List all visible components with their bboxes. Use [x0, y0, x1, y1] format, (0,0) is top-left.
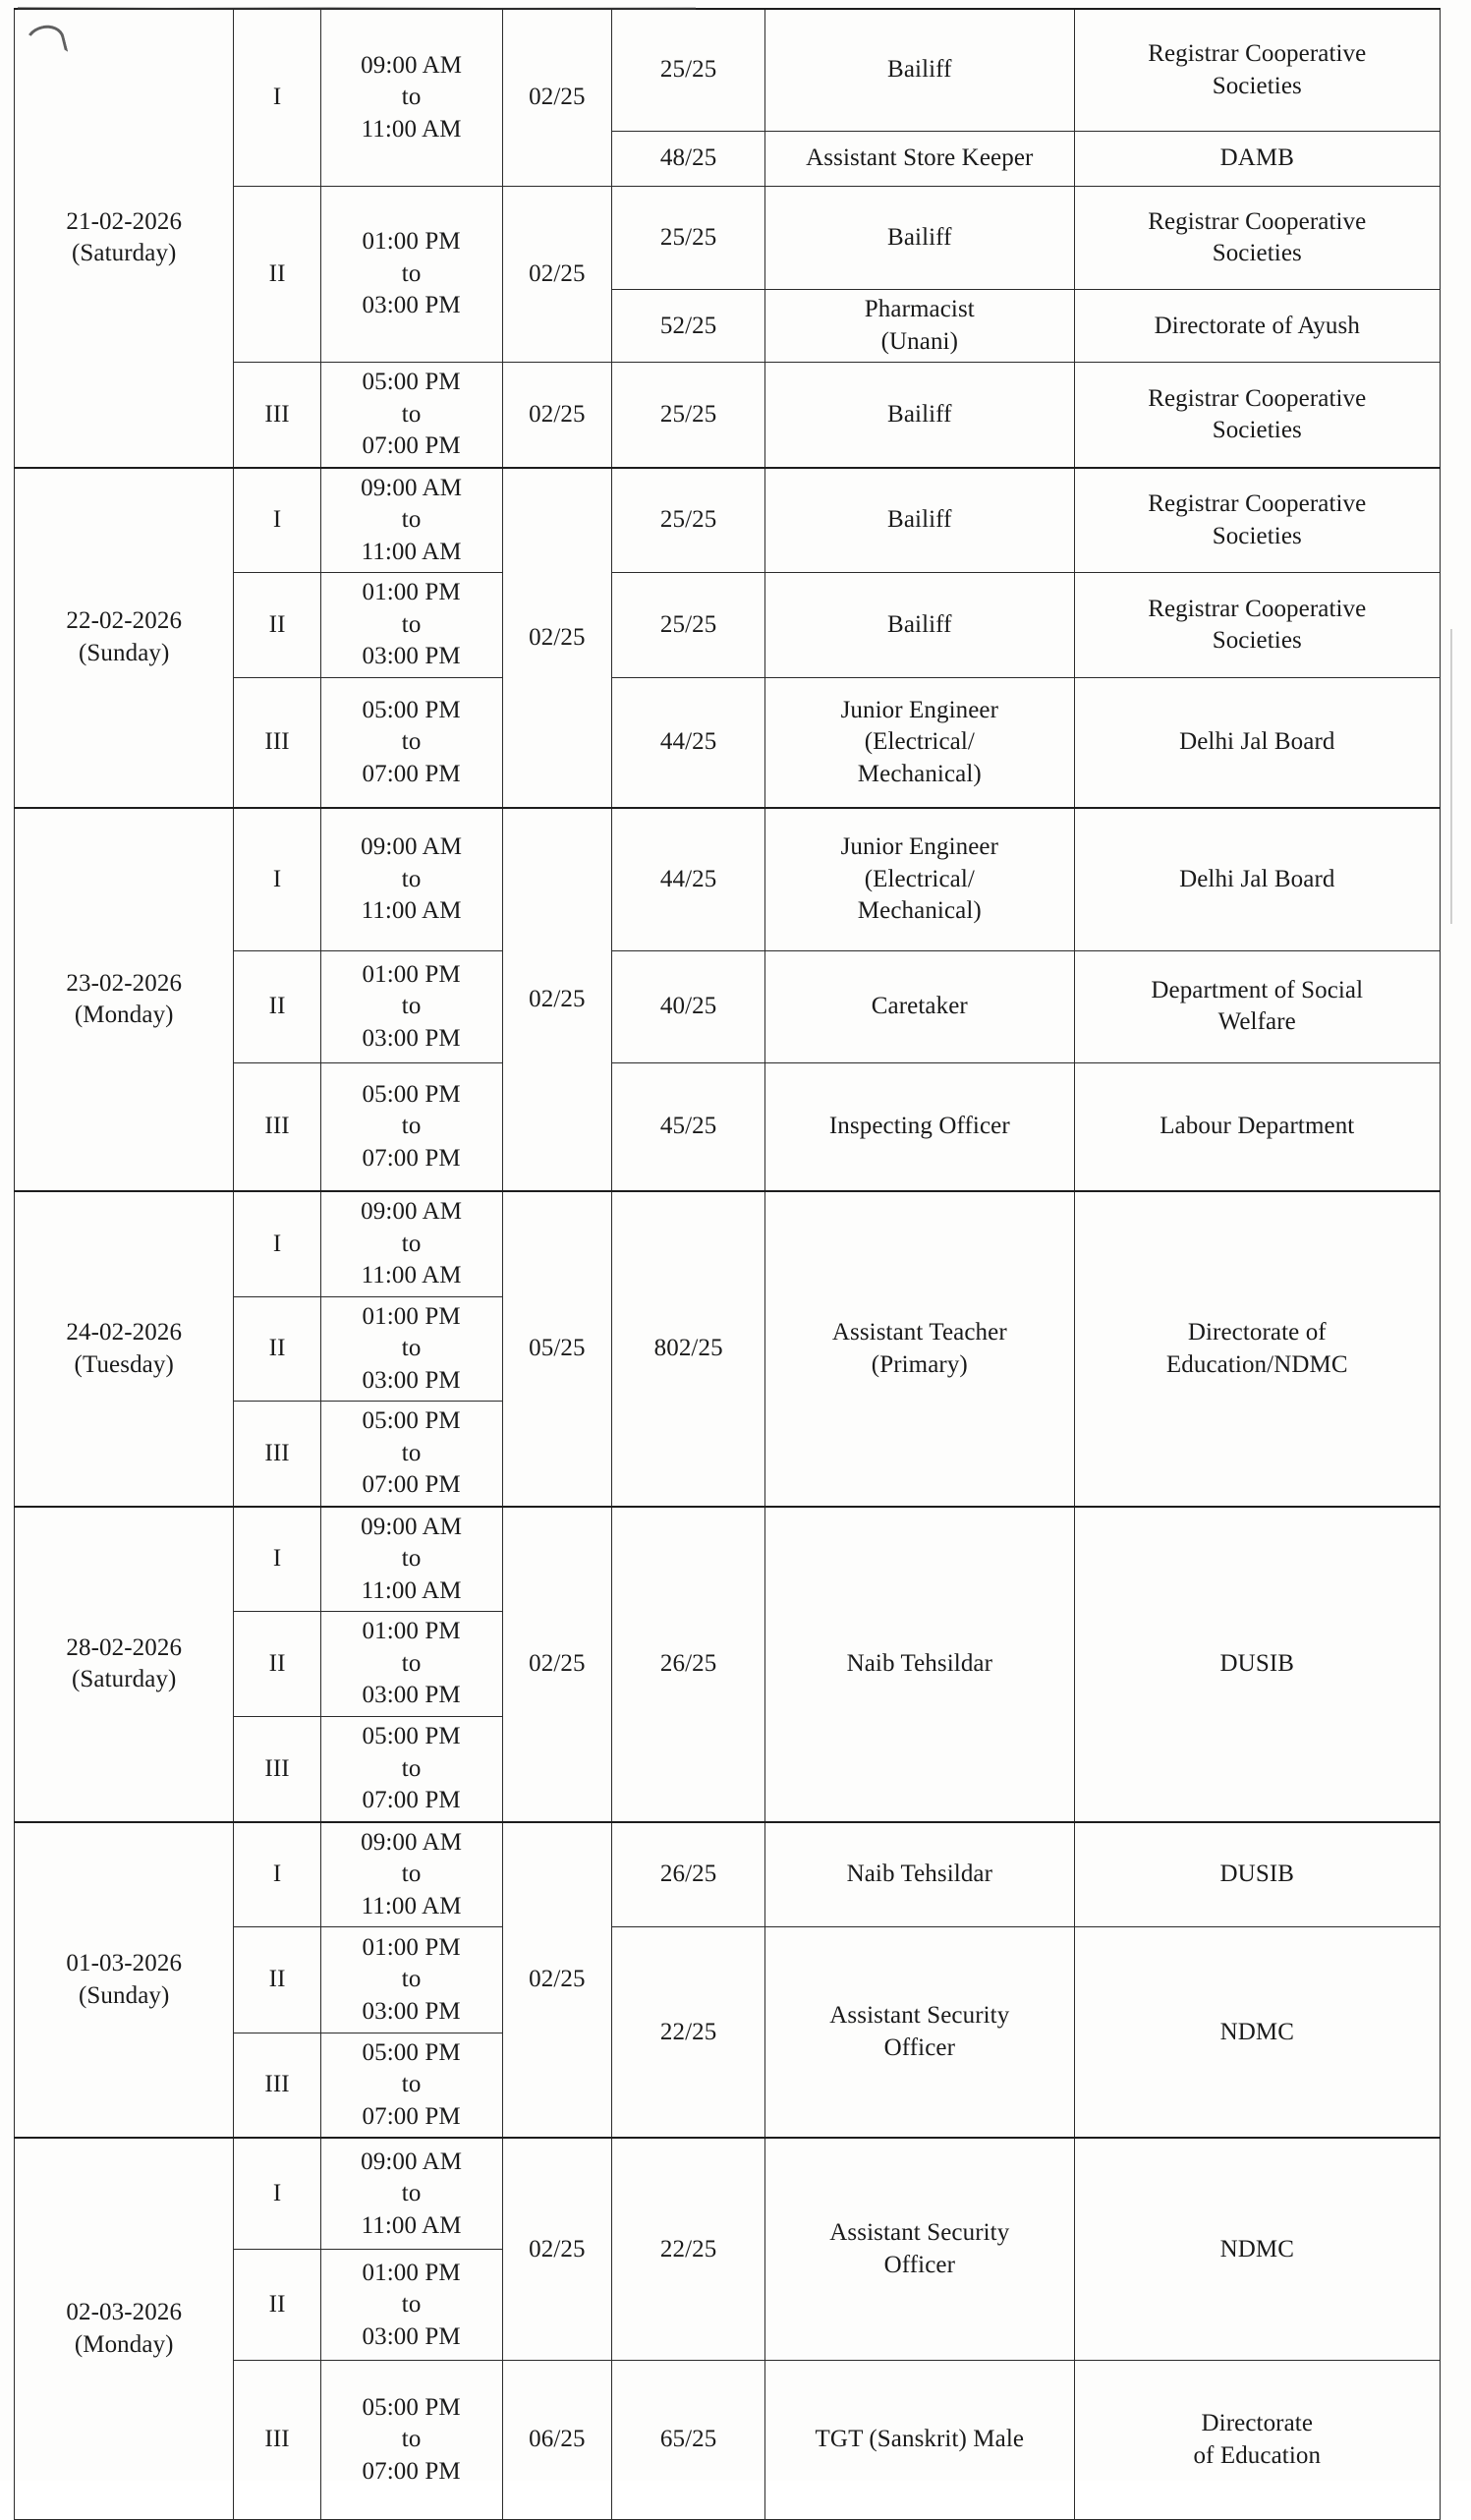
table-row: [15, 1822, 1441, 1927]
time-end: 07:00 PM: [362, 1144, 461, 1172]
post-name-cell: Bailiff: [765, 9, 1074, 132]
date-text: 02-03-2026: [66, 2299, 183, 2326]
post-code-cell: 48/25: [612, 132, 765, 187]
post-code-cell: 40/25: [612, 951, 765, 1062]
day-text: (Monday): [74, 2330, 174, 2358]
time-end: 11:00 AM: [361, 115, 462, 143]
post-code-cell: 45/25: [612, 1062, 765, 1191]
schedule-body: [15, 9, 1441, 2519]
post-code-cell: 25/25: [612, 363, 765, 468]
time-start: 05:00 PM: [362, 1407, 461, 1435]
time-end: 11:00 AM: [361, 1262, 462, 1289]
session-cell: III: [234, 363, 320, 468]
session-cell: III: [234, 1716, 320, 1821]
time-start: 09:00 AM: [361, 2148, 463, 2175]
post-name-cell: Inspecting Officer: [765, 1062, 1074, 1191]
post-code-cell: 22/25: [612, 2138, 765, 2360]
department-cell: NDMC: [1074, 1927, 1440, 2138]
advt-cell: 02/25: [502, 363, 612, 468]
session-cell: II: [234, 573, 320, 678]
department-cell: [1074, 1191, 1440, 1507]
dept-line: Registrar Cooperative: [1148, 384, 1367, 412]
time-end: 03:00 PM: [362, 1682, 461, 1709]
post-line: Junior Engineer: [840, 696, 999, 723]
dept-line: of Education: [1193, 2441, 1322, 2469]
post-line: Assistant Security: [829, 2219, 1010, 2247]
time-end: 07:00 PM: [362, 760, 461, 787]
post-line: (Electrical/: [864, 865, 975, 892]
time-cell: [320, 573, 502, 678]
department-cell: [1074, 951, 1440, 1062]
department-cell: [1074, 573, 1440, 678]
time-sep: to: [401, 728, 422, 756]
post-name-cell: Naib Tehsildar: [765, 1507, 1074, 1822]
session-cell: II: [234, 1612, 320, 1717]
session-cell: II: [234, 1296, 320, 1402]
time-end: 03:00 PM: [362, 643, 461, 670]
time-end: 07:00 PM: [362, 1471, 461, 1499]
time-cell: [320, 677, 502, 807]
date-text: 22-02-2026: [66, 607, 183, 635]
table-row: [15, 808, 1441, 951]
post-name-cell: [765, 1927, 1074, 2138]
post-name-cell: Bailiff: [765, 363, 1074, 468]
day-text: (Tuesday): [74, 1350, 174, 1378]
post-line: Junior Engineer: [840, 833, 999, 861]
time-start: 01:00 PM: [362, 1933, 461, 1961]
time-end: 03:00 PM: [362, 1366, 461, 1394]
session-cell: I: [234, 1507, 320, 1612]
time-sep: to: [401, 1335, 422, 1362]
time-end: 11:00 AM: [361, 538, 462, 565]
time-sep: to: [401, 1545, 422, 1573]
time-sep: to: [401, 1861, 422, 1888]
post-code-cell: 52/25: [612, 290, 765, 363]
date-cell: [15, 2138, 234, 2519]
time-sep: to: [401, 993, 422, 1020]
exam-schedule-table: [14, 8, 1441, 2520]
post-line: Mechanical): [857, 760, 982, 787]
day-text: (Sunday): [78, 1981, 170, 2009]
department-cell: Delhi Jal Board: [1074, 677, 1440, 807]
time-start: 01:00 PM: [362, 1302, 461, 1330]
post-name-cell: [765, 677, 1074, 807]
post-line: Assistant Teacher: [831, 1319, 1007, 1346]
post-line: Pharmacist: [864, 296, 975, 323]
time-cell: [320, 2138, 502, 2249]
session-cell: II: [234, 1927, 320, 2033]
post-name-cell: [765, 808, 1074, 951]
schedule-sheet: [14, 8, 1441, 2520]
session-cell: III: [234, 2033, 320, 2138]
date-cell: [15, 808, 234, 1192]
time-sep: to: [401, 610, 422, 638]
dept-line: Societies: [1212, 522, 1302, 549]
time-sep: to: [401, 400, 422, 428]
time-sep: to: [401, 1649, 422, 1677]
dept-line: Registrar Cooperative: [1148, 490, 1367, 518]
time-start: 09:00 AM: [361, 474, 463, 501]
session-cell: I: [234, 1822, 320, 1927]
post-line: (Electrical/: [864, 728, 975, 756]
post-name-cell: TGT (Sanskrit) Male: [765, 2361, 1074, 2519]
dept-line: Department of Social: [1151, 976, 1364, 1003]
time-cell: [320, 1296, 502, 1402]
post-code-cell: 22/25: [612, 1927, 765, 2138]
post-line: (Primary): [871, 1350, 968, 1378]
time-cell: [320, 186, 502, 363]
session-cell: III: [234, 677, 320, 807]
department-cell: Labour Department: [1074, 1062, 1440, 1191]
time-cell: [320, 1716, 502, 1821]
department-cell: [1074, 9, 1440, 132]
time-cell: [320, 9, 502, 186]
time-end: 03:00 PM: [362, 292, 461, 319]
time-end: 11:00 AM: [361, 2211, 462, 2239]
time-sep: to: [401, 865, 422, 892]
time-cell: [320, 1191, 502, 1296]
date-cell: [15, 1191, 234, 1507]
session-cell: I: [234, 2138, 320, 2249]
time-end: 03:00 PM: [362, 1024, 461, 1052]
time-start: 01:00 PM: [362, 1618, 461, 1645]
session-cell: I: [234, 1191, 320, 1296]
time-start: 09:00 AM: [361, 1198, 463, 1226]
time-sep: to: [401, 1754, 422, 1782]
post-name-cell: [765, 1191, 1074, 1507]
time-sep: to: [401, 2180, 422, 2207]
post-code-cell: 25/25: [612, 468, 765, 573]
post-code-cell: 44/25: [612, 677, 765, 807]
post-name-cell: Caretaker: [765, 951, 1074, 1062]
time-start: 05:00 PM: [362, 2038, 461, 2066]
session-cell: III: [234, 1402, 320, 1507]
session-cell: III: [234, 1062, 320, 1191]
time-start: 05:00 PM: [362, 1723, 461, 1750]
post-name-cell: [765, 290, 1074, 363]
date-text: 01-03-2026: [66, 1950, 183, 1977]
department-cell: Directorate of Ayush: [1074, 290, 1440, 363]
post-line: Mechanical): [857, 897, 982, 925]
time-sep: to: [401, 1439, 422, 1466]
time-end: 11:00 AM: [361, 1576, 462, 1604]
time-cell: [320, 1402, 502, 1507]
time-cell: [320, 2361, 502, 2519]
time-sep: to: [401, 506, 422, 534]
scan-margin-line-artifact: [1450, 629, 1452, 924]
dept-line: Registrar Cooperative: [1148, 40, 1367, 68]
time-cell: [320, 2033, 502, 2138]
time-end: 11:00 AM: [361, 1892, 462, 1919]
department-cell: [1074, 186, 1440, 290]
post-name-cell: Assistant Store Keeper: [765, 132, 1074, 187]
time-cell: [320, 363, 502, 468]
time-start: 01:00 PM: [362, 228, 461, 256]
post-name-cell: Naib Tehsildar: [765, 1822, 1074, 1927]
department-cell: [1074, 2361, 1440, 2519]
time-sep: to: [401, 2071, 422, 2098]
time-cell: [320, 808, 502, 951]
advt-cell: 05/25: [502, 1191, 612, 1507]
day-text: (Saturday): [71, 1666, 177, 1693]
date-cell: [15, 1507, 234, 1822]
session-cell: I: [234, 9, 320, 186]
time-start: 01:00 PM: [362, 960, 461, 988]
time-end: 03:00 PM: [362, 2322, 461, 2350]
advt-cell: 02/25: [502, 1822, 612, 2138]
post-code-cell: 802/25: [612, 1191, 765, 1507]
date-cell: [15, 9, 234, 468]
session-cell: I: [234, 468, 320, 573]
session-cell: II: [234, 951, 320, 1062]
post-name-cell: [765, 2138, 1074, 2360]
dept-line: Directorate: [1201, 2410, 1314, 2437]
time-start: 09:00 AM: [361, 1513, 463, 1540]
advt-cell: 02/25: [502, 1507, 612, 1822]
dept-line: Societies: [1212, 417, 1302, 444]
advt-cell: 06/25: [502, 2361, 612, 2519]
post-line: (Unani): [880, 327, 959, 355]
advt-cell: 02/25: [502, 2138, 612, 2360]
time-cell: [320, 2250, 502, 2361]
post-code-cell: 25/25: [612, 573, 765, 678]
advt-cell: 02/25: [502, 186, 612, 363]
time-start: 01:00 PM: [362, 2259, 461, 2286]
time-cell: [320, 468, 502, 573]
department-cell: DUSIB: [1074, 1507, 1440, 1822]
session-cell: I: [234, 808, 320, 951]
time-sep: to: [401, 2291, 422, 2319]
time-sep: to: [401, 2426, 422, 2453]
post-code-cell: 26/25: [612, 1822, 765, 1927]
table-row: [15, 1191, 1441, 1296]
session-cell: II: [234, 2250, 320, 2361]
time-start: 05:00 PM: [362, 1080, 461, 1108]
post-code-cell: 44/25: [612, 808, 765, 951]
time-end: 11:00 AM: [361, 897, 462, 925]
day-text: (Saturday): [71, 240, 177, 267]
post-code-cell: 26/25: [612, 1507, 765, 1822]
dept-line: Societies: [1212, 72, 1302, 99]
time-start: 09:00 AM: [361, 1828, 463, 1856]
dept-line: Education/NDMC: [1165, 1350, 1348, 1378]
date-cell: [15, 468, 234, 808]
time-end: 07:00 PM: [362, 2102, 461, 2130]
dept-line: Societies: [1212, 627, 1302, 655]
time-start: 05:00 PM: [362, 2393, 461, 2421]
table-row: [15, 2138, 1441, 2249]
post-line: Officer: [883, 2033, 956, 2061]
date-cell: [15, 1822, 234, 2138]
time-start: 05:00 PM: [362, 369, 461, 396]
department-cell: [1074, 363, 1440, 468]
post-code-cell: 25/25: [612, 186, 765, 290]
table-row: [15, 9, 1441, 132]
dept-line: Registrar Cooperative: [1148, 207, 1367, 235]
post-name-cell: Bailiff: [765, 468, 1074, 573]
time-sep: to: [401, 1966, 422, 1993]
day-text: (Monday): [74, 1002, 174, 1029]
time-cell: [320, 1062, 502, 1191]
post-line: Officer: [883, 2251, 956, 2278]
time-cell: [320, 1612, 502, 1717]
department-cell: DAMB: [1074, 132, 1440, 187]
day-text: (Sunday): [78, 639, 170, 666]
time-start: 09:00 AM: [361, 833, 463, 861]
time-start: 01:00 PM: [362, 579, 461, 606]
advt-cell: 02/25: [502, 468, 612, 808]
department-cell: NDMC: [1074, 2138, 1440, 2360]
time-cell: [320, 1927, 502, 2033]
time-start: 05:00 PM: [362, 696, 461, 723]
time-end: 07:00 PM: [362, 2457, 461, 2485]
time-cell: [320, 951, 502, 1062]
dept-line: Directorate of: [1187, 1319, 1327, 1346]
time-end: 07:00 PM: [362, 432, 461, 460]
date-text: 23-02-2026: [66, 969, 183, 997]
post-name-cell: Bailiff: [765, 186, 1074, 290]
post-code-cell: 25/25: [612, 9, 765, 132]
advt-cell: 02/25: [502, 9, 612, 186]
time-cell: [320, 1822, 502, 1927]
post-name-cell: Bailiff: [765, 573, 1074, 678]
time-sep: to: [401, 84, 422, 111]
dept-line: Welfare: [1217, 1008, 1296, 1036]
date-text: 28-02-2026: [66, 1633, 183, 1661]
date-text: 21-02-2026: [66, 207, 183, 235]
time-sep: to: [401, 1230, 422, 1257]
post-code-cell: 65/25: [612, 2361, 765, 2519]
table-row: [15, 468, 1441, 573]
time-end: 07:00 PM: [362, 1787, 461, 1814]
dept-line: Societies: [1212, 240, 1302, 267]
department-cell: DUSIB: [1074, 1822, 1440, 1927]
time-end: 03:00 PM: [362, 1997, 461, 2025]
session-cell: II: [234, 186, 320, 363]
department-cell: [1074, 468, 1440, 573]
advt-cell: 02/25: [502, 808, 612, 1192]
session-cell: III: [234, 2361, 320, 2519]
time-cell: [320, 1507, 502, 1612]
time-sep: to: [401, 1113, 422, 1140]
time-start: 09:00 AM: [361, 51, 463, 79]
date-text: 24-02-2026: [66, 1319, 183, 1346]
post-line: Assistant Security: [829, 2002, 1010, 2030]
dept-line: Registrar Cooperative: [1148, 595, 1367, 622]
table-row: [15, 1507, 1441, 1612]
time-sep: to: [401, 259, 422, 287]
department-cell: Delhi Jal Board: [1074, 808, 1440, 951]
